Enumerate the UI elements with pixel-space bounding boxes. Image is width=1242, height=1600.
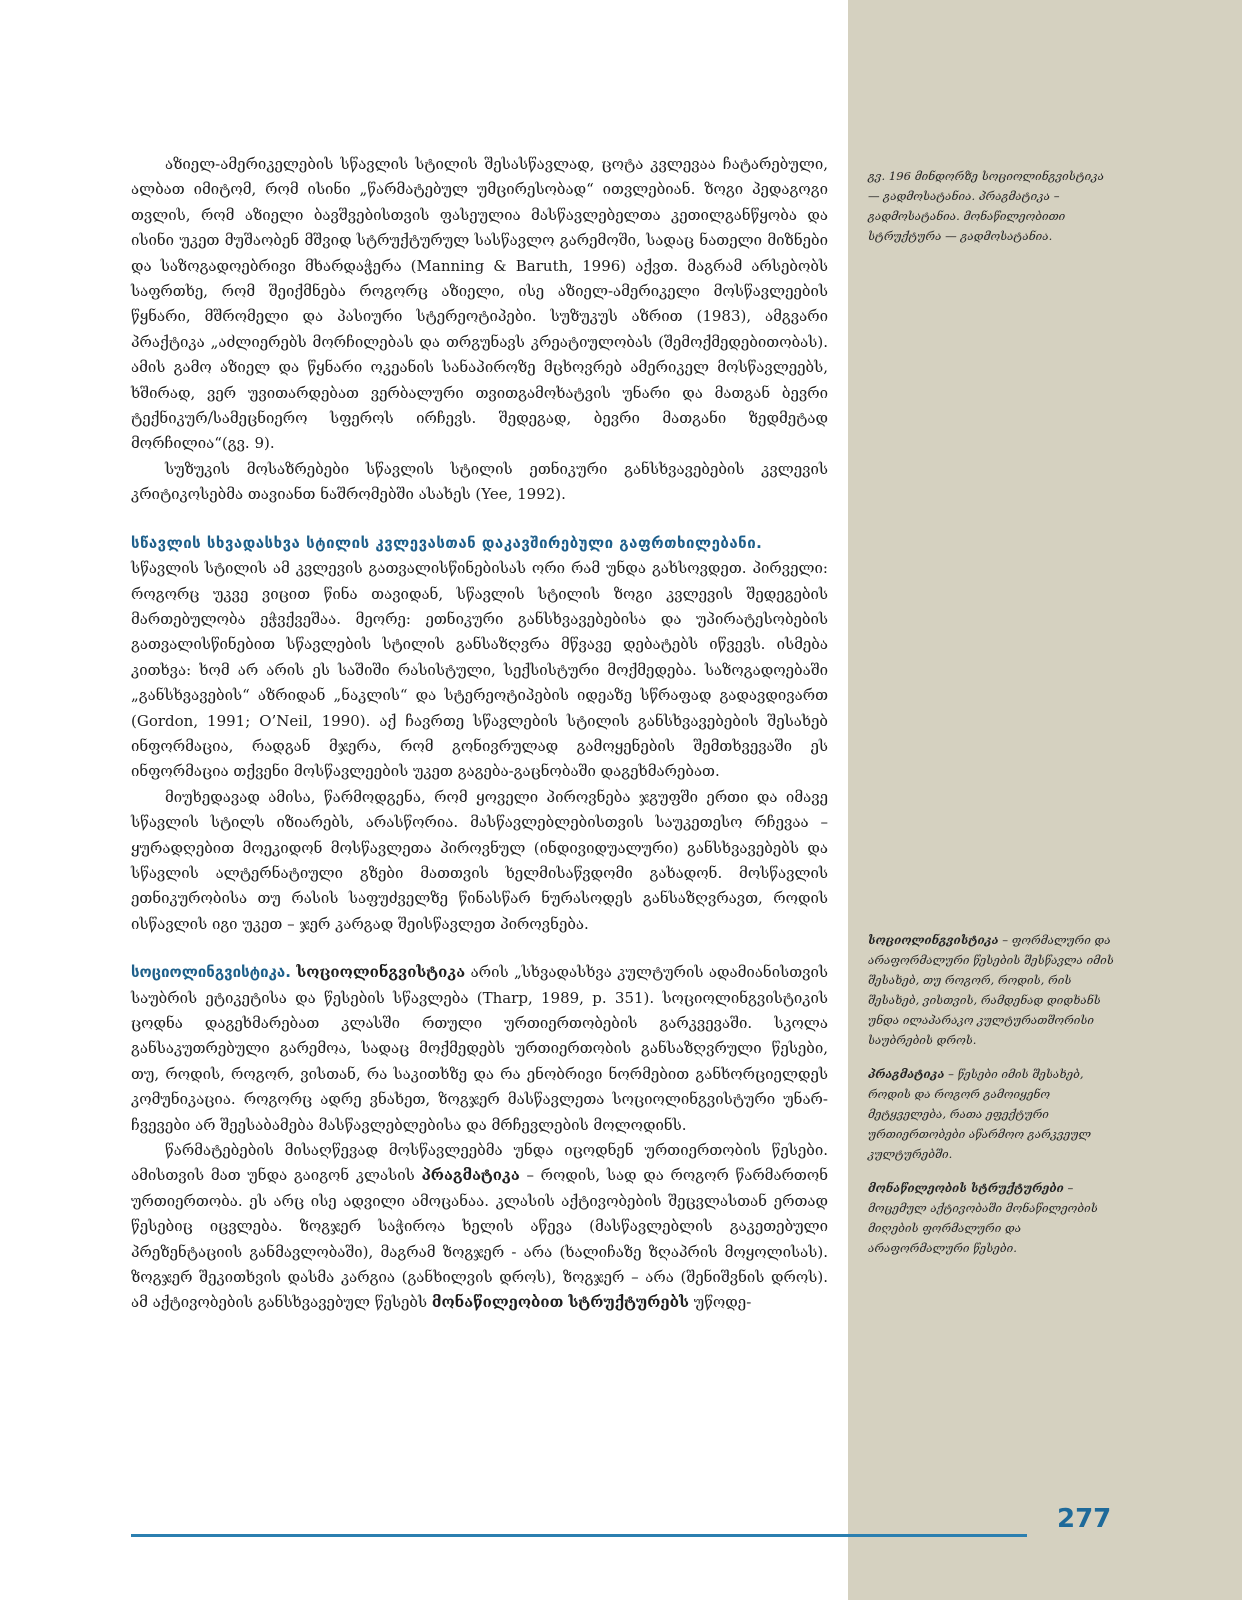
paragraph: მიუხედავად ამისა, წარმოდგენა, რომ ყოველი პიროვნება ჯგუფში ერთი და იმავე სწავლის სტილს იზიარებს, არასწორია. მასწავლებლებისთვის საუკეთესო რჩევაა – ყურადღებით მოეკიდონ მოსწავლეთა პიროვნულ (ინდივიდუალური) განსხვავებებს და სწავლის ალტერნატიული გზები მათთვის ხელმისაწვდომი გახადონ. მოსწავლის ეთნიკურობისა თუ რასის საფუძველზე წინასწარ ნურასოდეს განსაზღვრავთ, როდის ისწავლის იგი უკეთ – ჯერ კარგად შეისწავლეთ პიროვნება. — [131, 787, 828, 933]
key-term: მონაწილეობით სტრუქტურებს — [431, 1293, 689, 1312]
footer-rule — [131, 1534, 1027, 1537]
glossary-term: სოციოლინგვისტიკა — [868, 933, 999, 947]
margin-note: გვ. 196 მინდორზე სოციოლინგვისტიკა — გადმოსატანია. პრაგმატიკა – გადმოსატანია. მონაწილეობითი სტრუქტურა — გადმოსატანია. — [868, 169, 1105, 243]
key-term: პრაგმატიკა — [421, 1166, 520, 1185]
glossary-definition: – ფორმალური და არაფორმალური წესების შესწავლა იმის შესახებ, თუ როგორ, როდის, რის შესახებ, ვისთვის, რამდენად დიდხანს უნდა ილაპარაკო კულტურათშორისი საუბრების დროს. — [868, 933, 1114, 1047]
paragraph-text: უწოდე- — [688, 1293, 752, 1312]
paragraph: აზიელ-ამერიკელების სწავლის სტილის შესასწავლად, ცოტა კვლევაა ჩატარებული, ალბათ იმიტომ, რომ ისინი „წარმატებულ უმცირესობად“ ითვლებიან. ზოგი პედაგოგი თვლის, რომ აზიელი ბავშვებისთვის ფასეულია მასწავლებელთა კეთილგანწყობა და ისინი უკეთ მუშაობენ მშვიდ სტრუქტურულ სასწავლო გარემოში, სადაც ნათელი მიზნები და საზოგადოებრივი მხარდაჭერა (Manning & Baruth, 1996) აქვთ. მაგრამ არსებობს საფრთხე, რომ შეიქმნება როგორც აზიელი, ისე აზიელ-ამერიკელი მოსწავლეების წყნარი, მშრომელი და პასიური სტერეოტიპები. სუზუკუს აზრით (1983), ამგვარი პრაქტიკა „აძლიერებს მორჩილებას და თრგუნავს კრეატიულობას (შემოქმედებითობას). ამის გამო აზიელ და წყნარი ოკეანის სანაპიროზე მცხოვრებ ამერიკელ მოსწავლეებს, ხშირად, ვერ უვითარდებათ ვერბალური თვითგამოხატვის უნარი და მათგან ბევრი ტექნიკურ/სამეცნიერო სფეროს ირჩევს. შედეგად, ბევრი მათგანი ზედმეტად მორჩილია“(გვ. 9). — [131, 155, 828, 453]
main-text-column — [131, 152, 828, 1316]
page-number: 277 — [1057, 1504, 1112, 1534]
section-heading: სოციოლინგვისტიკა. — [131, 963, 291, 982]
glossary-term: პრაგმატიკა — [868, 1067, 945, 1081]
paragraph-text: წარმატებების მისაღწევად მოსწავლეებმა უნდა იცოდნენ ურთიერთობის წესები. ამისთვის მათ უნდა გაიგონ კლასის — [131, 1141, 828, 1185]
key-term: სოციოლინგვისტიკა — [296, 963, 466, 982]
glossary-definition: – წესები იმის შესახებ, როდის და როგორ გამოიყენო მეტყველება, რათა ეფექტური ურთიერთობები აწარმოო გარკვეულ კულტურებში. — [868, 1067, 1091, 1161]
section-paragraph — [131, 531, 828, 785]
glossary-term: მონაწილეობის სტრუქტურები — [868, 1181, 1064, 1195]
paragraph — [131, 1138, 828, 1316]
paragraph-text: სწავლის სტილის ამ კვლევის გათვალისწინებისას ორი რამ უნდა გახსოვდეთ. პირველი: როგორც უკვე ვიცით წინა თავიდან, სწავლის სტილის ზოგი კვლევის შედეგების მართებულობა ეჭვქვეშაა. მეორე: ეთნიკური განსხვავებებისა და უპირატესობების გათვალისწინებით სწავლების სტილის განსაზღვრა მწვავე დებატებს იწვევს. ისმება კითხვა: ხომ არ არის ეს საშიში რასისტული, სექსისტური მოქმედება. საზოგადოებაში „განსხვავების“ აზრიდან „ნაკლის“ და სტერეოტიპების იდეაზე სწრაფად გადავდივართ (Gordon, 1991; O’Neil, 1990). აქ ჩავრთე სწავლების სტილის განსხვავებების შესახებ ინფორმაცია, რადგან მჯერა, რომ გონივრულად გამოყენების შემთხვევაში ეს ინფორმაცია თქვენი მოსწავლეების უკეთ გაგება-გაცნობაში დაგეხმარებათ. — [131, 559, 828, 781]
paragraph-text: – როდის, სად და როგორ წარმართონ ურთიერთობა. ეს არც ისე ადვილი ამოცანაა. კლასის აქტივობების შეცვლასთან ერთად წესებიც იცვლება. ზოგჯერ საჭიროა ხელის აწევა (მასწავლებლის გაკეთებული პრეზენტაციის განმავლობაში), მაგრამ ზოგჯერ - არა (ხალიჩაზე ზღაპრის მოყოლისას). ზოგჯერ შეკითხვის დასმა კარგია (განხილვის დროს), ზოგჯერ – არა (შენიშვნის დროს). ამ აქტივობების განსხვავებულ წესებს — [131, 1166, 829, 1312]
glossary-definition: – მოცემულ აქტივობაში მონაწილეობის მიღების ფორმალური და არაფორმალური წესები. — [868, 1181, 1098, 1255]
paragraph: სუზუკის მოსაზრებები სწავლის სტილის ეთნიკური განსხვავებების კვლევის კრიტიკოსებმა თავიანთ ნაშრომებში ასახეს (Yee, 1992). — [131, 459, 828, 504]
section-paragraph — [131, 960, 828, 1138]
section-heading: სწავლის სხვადასხვა სტილის კვლევასთან დაკავშირებული გაფრთხილებანი. — [131, 533, 763, 552]
glossary — [868, 930, 1118, 1258]
paragraph-text: არის „სხვადასხვა კულტურის ადამიანისთვის საუბრის ეტიკეტისა და წესების სწავლება (Tharp, 1989, p. 351). სოციოლინგვისტიკის ცოდნა დაგეხმარებათ კლასში რთული ურთიერთობების გარკვევაში. სკოლა განსაკუთრებული გარემოა, სადაც მოქმედებს ურთიერთობის განსაზღვრული წესები, თუ, როდის, როგორ, ვისთან, რა საკითხზე და რა ენობრივი ნორმებით განხორციელდეს კომუნიკაცია. როგორც ადრე ვნახეთ, ზოგჯერ მასწავლეთა სოციოლინგვისტური უნარ-ჩვევები არ შეესაბამება მასწავლებლებისა და მრჩევლების მოლოდინს. — [131, 963, 828, 1134]
